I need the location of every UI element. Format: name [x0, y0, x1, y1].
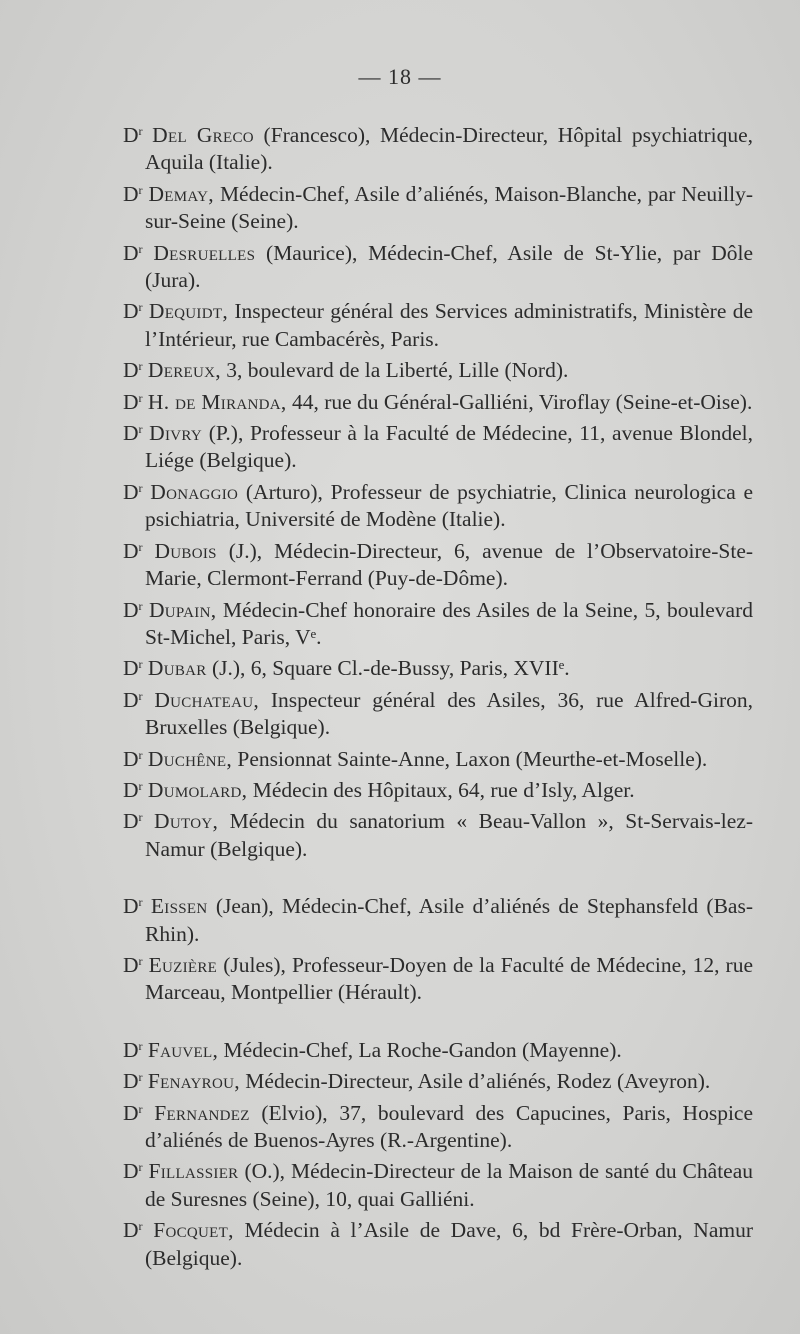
entry-title: D — [123, 1159, 139, 1184]
entry-name: Donaggio — [150, 479, 239, 504]
member-list — [123, 118, 753, 1272]
list-item — [123, 353, 753, 384]
entry-text: (Maurice), Médecin-Chef, Asile de St-Ylie, par Dôle (Jura). — [145, 240, 753, 293]
entry-text: Médecin à l’Asile de Dave, 6, bd Frère-Orban, Namur (Belgique). — [145, 1218, 754, 1270]
entry-title-sup: r — [138, 1219, 143, 1234]
entry-text: (J.), 6, Square Cl.-de-Bussy, Paris, XVIIᵉ. — [211, 656, 570, 681]
entry-title-sup: r — [138, 1101, 143, 1116]
list-item — [123, 651, 753, 682]
entry-title-sup: r — [138, 657, 143, 672]
entry-title-sup: r — [138, 1070, 143, 1085]
entry-name: Dumolard, — [147, 777, 248, 802]
entry-name: Duchêne, — [147, 746, 233, 771]
entry-text: (J.), Médecin-Directeur, 6, avenue de l’Observatoire-Ste-Marie, Clermont-Ferrand (Puy-de-Dôme). — [145, 538, 754, 591]
entry-name: Demay, — [148, 181, 214, 206]
entry-text: (O.), Médecin-Directeur de la Maison de santé du Château de Suresnes (Seine), 10, quai Galliéni. — [145, 1159, 754, 1211]
entry-text: 44, rue du Général-Galliéni, Viroflay (Seine-et-Oise). — [291, 389, 753, 414]
entry-title-sup: r — [138, 953, 143, 968]
entry-text: Médecin-Chef honoraire des Asiles de la Seine, 5, boulevard St-Michel, Paris, Vᵉ. — [145, 597, 753, 649]
list-item — [123, 1154, 753, 1213]
entry-title: D — [123, 894, 139, 919]
entry-name: Fenayrou, — [147, 1069, 240, 1094]
list-item — [123, 416, 753, 475]
entry-title: D — [123, 1037, 139, 1062]
entry-title-sup: r — [138, 778, 143, 793]
list-item — [123, 683, 753, 742]
entry-name: Eissen — [150, 894, 208, 919]
entry-text: (Francesco), Médecin-Directeur, Hôpital psychiatrique, Aquila (Italie). — [145, 123, 754, 175]
entry-title-sup: r — [138, 810, 143, 825]
entry-title: D — [123, 421, 139, 446]
entry-title: D — [123, 299, 139, 324]
entry-name: Del Greco — [152, 123, 254, 147]
entry-title-sup: r — [138, 359, 143, 374]
list-item — [123, 948, 753, 1007]
entry-name: Desruelles — [153, 240, 256, 265]
entry-text: Médecin du sanatorium « Beau-Vallon », St-Servais-lez-Namur (Belgique). — [145, 809, 754, 861]
list-item — [123, 118, 753, 177]
entry-title: D — [123, 479, 139, 504]
list-item — [123, 534, 753, 593]
entry-name: Focquet, — [153, 1218, 234, 1243]
entry-title: D — [123, 952, 139, 977]
list-item — [123, 773, 753, 804]
entry-name: Divry — [149, 421, 203, 446]
entry-text: Médecin-Directeur, Asile d’aliénés, Rodez (Aveyron). — [245, 1069, 711, 1094]
entry-name: Dereux, — [147, 358, 221, 383]
list-item — [123, 475, 753, 534]
entry-text: Médecin-Chef, La Roche-Gandon (Mayenne). — [223, 1037, 622, 1062]
entry-title: D — [123, 656, 139, 681]
entry-text: (P.), Professeur à la Faculté de Médecine, 11, avenue Blondel, Liége (Belgique). — [145, 421, 753, 473]
list-item — [123, 1033, 753, 1064]
entry-title-sup: r — [138, 1160, 143, 1175]
entry-name: H. de Miranda, — [147, 389, 287, 414]
list-item — [123, 177, 753, 236]
entry-title-sup: r — [138, 539, 143, 554]
entry-name: Euzière — [148, 952, 218, 977]
entry-text: Médecin des Hôpitaux, 64, rue d’Isly, Alger. — [252, 777, 635, 802]
entry-title-sup: r — [138, 124, 143, 138]
list-item — [123, 294, 753, 353]
entry-title: D — [123, 358, 139, 383]
entry-title: D — [123, 240, 139, 265]
entry-title: D — [123, 123, 139, 147]
entry-text: 3, boulevard de la Liberté, Lille (Nord). — [226, 358, 569, 383]
entry-name: Dutoy, — [154, 809, 219, 834]
entry-name: Dequidt, — [148, 299, 228, 324]
entry-title-sup: r — [138, 598, 143, 613]
entry-text: Pensionnat Sainte-Anne, Laxon (Meurthe-et-Moselle). — [237, 746, 708, 771]
list-item — [123, 889, 753, 948]
list-item — [123, 385, 753, 416]
entry-title-sup: r — [138, 182, 143, 197]
list-item — [123, 742, 753, 773]
entry-title: D — [123, 687, 139, 712]
entry-title-sup: r — [138, 300, 143, 315]
entry-title-sup: r — [138, 241, 143, 256]
entry-title-sup: r — [138, 390, 143, 405]
entry-name: Dubois — [154, 538, 217, 563]
entry-title: D — [123, 181, 139, 206]
list-item — [123, 1213, 753, 1272]
entry-title-sup: r — [138, 422, 143, 437]
entry-text: (Jean), Médecin-Chef, Asile d’aliénés de Stephansfeld (Bas-Rhin). — [145, 894, 754, 946]
entry-title: D — [123, 1218, 139, 1243]
entry-text: (Elvio), 37, boulevard des Capucines, Paris, Hospice d’aliénés de Buenos-Ayres (R.-Argentine). — [145, 1100, 754, 1152]
list-item — [123, 1064, 753, 1095]
entry-title-sup: r — [138, 480, 143, 495]
entry-text: (Arturo), Professeur de psychiatrie, Clinica neurologica e psichiatria, Université de Modène (Italie). — [145, 479, 754, 532]
entry-name: Dupain, — [148, 597, 217, 622]
page-number: — 18 — — [358, 64, 442, 89]
entry-name: Dubar — [147, 656, 207, 681]
entry-name: Fauvel, — [147, 1037, 219, 1062]
entry-text: Médecin-Chef, Asile d’aliénés, Maison-Blanche, par Neuilly-sur-Seine (Seine). — [145, 181, 753, 234]
entry-text: Inspecteur général des Asiles, 36, rue Alfred-Giron, Bruxelles (Belgique). — [145, 687, 753, 740]
entry-name: Duchateau, — [154, 687, 260, 712]
entry-name: Fernandez — [154, 1100, 250, 1125]
entry-title-sup: r — [138, 747, 143, 762]
entry-title-sup: r — [138, 688, 143, 703]
entry-title: D — [123, 538, 139, 563]
list-item — [123, 804, 753, 863]
entry-title: D — [123, 597, 139, 622]
list-item — [123, 593, 753, 652]
entry-title: D — [123, 746, 139, 771]
entry-title: D — [123, 777, 139, 802]
entry-title: D — [123, 1069, 139, 1094]
entry-title: D — [123, 809, 139, 834]
entry-title-sup: r — [138, 895, 143, 910]
entry-name: Fillassier — [148, 1159, 239, 1184]
entry-text: (Jules), Professeur-Doyen de la Faculté de Médecine, 12, rue Marceau, Montpellier (Hérault). — [145, 952, 754, 1005]
list-item — [123, 236, 753, 295]
list-item — [123, 1096, 753, 1155]
entry-text: Inspecteur général des Services administratifs, Ministère de l’Intérieur, rue Cambacérès, Paris. — [145, 299, 753, 351]
entry-title: D — [123, 389, 139, 414]
entry-title-sup: r — [138, 1038, 143, 1053]
entry-title: D — [123, 1100, 139, 1125]
